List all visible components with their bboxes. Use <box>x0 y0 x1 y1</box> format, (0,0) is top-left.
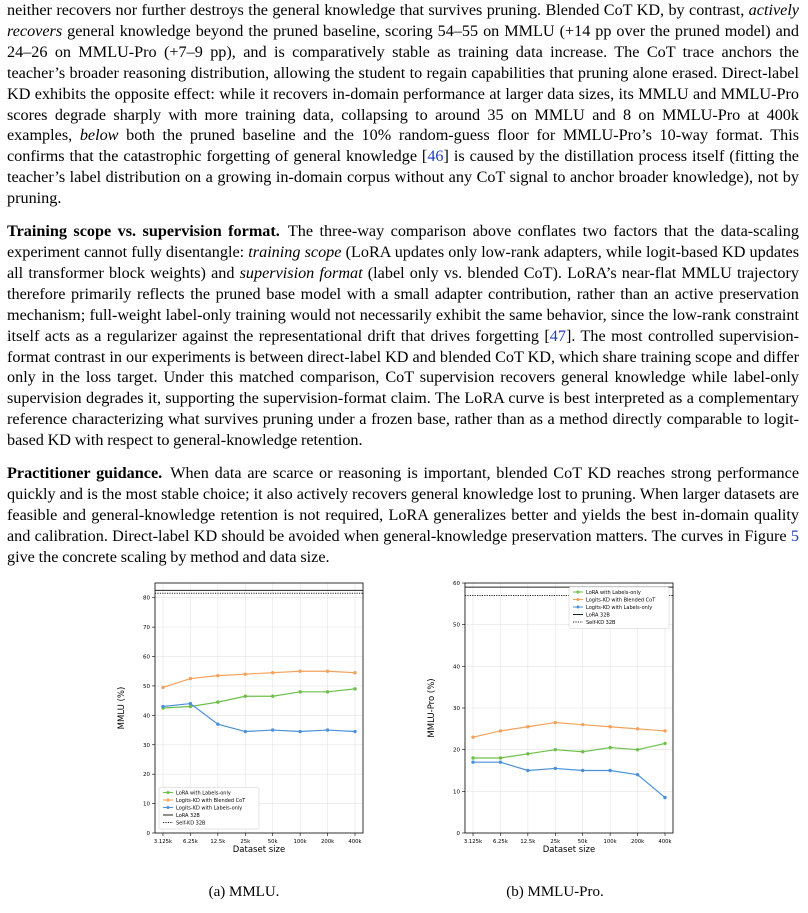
data-point <box>326 670 329 673</box>
y-tick-label: 70 <box>143 625 150 632</box>
data-point <box>526 769 529 772</box>
paragraph-training-scope <box>7 221 799 451</box>
x-tick-label: 25k <box>240 839 251 845</box>
x-tick-label: 100k <box>603 839 617 845</box>
y-tick-label: 50 <box>143 683 150 690</box>
text-span: The three-way comparison above conflates two factors that the data-scaling experiment cannot fully disentangle: <box>7 222 799 261</box>
x-tick-label: 3.125k <box>153 839 173 845</box>
y-tick-label: 10 <box>143 801 150 808</box>
y-tick-label: 20 <box>143 772 150 779</box>
legend-entry: Logits-KD with Blended CoT <box>586 597 656 604</box>
legend-entry: Logits-KD with Labels-only <box>176 805 243 812</box>
y-tick-label: 60 <box>453 581 460 587</box>
text-span: general knowledge beyond the pruned baseline, scoring 54–55 on MMLU (+14 pp over the pruned model) and 24–26 on MMLU-Pro (+7–9 pp), and is comparatively stable as training data increase. The CoT trace anchors the teacher’s broader reasoning distribution, allowing the student to regain capabilities that pruning alone erased. Direct-label KD exhibits the opposite effect: while it recovers in-domain performance at larger data sizes, its MMLU and MMLU-Pro scores degrade sharply with more training data, collapsing to around 35 on MMLU and 8 on MMLU-Pro at 400k examples, <box>7 21 799 145</box>
figure-mmlu <box>110 573 370 873</box>
data-point <box>298 670 301 673</box>
emphasis: actively recovers <box>7 1 799 40</box>
x-tick-label: 400k <box>658 839 672 845</box>
data-point <box>663 742 666 745</box>
y-tick-label: 30 <box>453 706 460 712</box>
data-point <box>189 705 192 708</box>
citation-link[interactable]: 47 <box>549 326 566 345</box>
x-tick-label: 6.25k <box>182 839 198 845</box>
mmlu-pro-chart <box>420 573 680 873</box>
paragraph-practitioner-guidance <box>7 463 799 568</box>
y-tick-label: 10 <box>453 789 460 796</box>
caption-mmlu: (a) MMLU. <box>208 884 280 900</box>
data-point <box>581 723 584 726</box>
data-point <box>499 760 502 763</box>
y-tick-label: 60 <box>143 654 150 661</box>
figure-mmlu-pro <box>420 573 680 873</box>
data-point <box>189 677 192 680</box>
data-point <box>471 735 474 738</box>
x-tick-label: 6.25k <box>492 839 508 845</box>
data-point <box>581 750 584 753</box>
data-point <box>244 730 247 733</box>
legend-marker <box>577 598 580 601</box>
legend-entry: LoRA 32B <box>586 612 610 619</box>
text-span: ]. The most controlled supervision-format contrast in our experiments is between direct-label KD and blended CoT KD, which share training scope and differ only in the loss target. Under this matched comparison, CoT supervision recovers general knowledge while label-only supervision degrades it, supporting the supervision-format claim. The LoRA curve is best interpreted as a complementary reference characterizing what survives pruning under a frozen base, rather than as a method directly comparable to logit-based KD with respect to general-knowledge retention. <box>7 326 800 450</box>
x-tick-label: 25k <box>550 839 561 845</box>
data-point <box>636 773 639 776</box>
series-line-mmlu-2 <box>163 704 355 732</box>
data-point <box>244 695 247 698</box>
emphasis: training scope <box>248 242 342 261</box>
series-line-mmlu-pro-1 <box>473 723 665 738</box>
caption-mmlu-pro: (b) MMLU-Pro. <box>506 884 604 900</box>
data-point <box>353 671 356 674</box>
legend-entry: Logits-KD with Labels-only <box>586 604 653 611</box>
emphasis: below <box>79 126 119 145</box>
y-axis-label: MMLU (%) <box>117 686 127 730</box>
y-tick-label: 50 <box>453 622 460 629</box>
series-line-mmlu-pro-2 <box>473 762 665 797</box>
legend-marker <box>167 806 170 809</box>
x-tick-label: 3.125k <box>463 839 483 845</box>
x-tick-label: 400k <box>348 839 362 845</box>
text-span: (label only vs. blended CoT). LoRA’s near-flat MMLU trajectory therefore primarily reflects the pruned base model with a small adapter contribution, rather than an active preservation mechanism; full-weight label-only training would not necessarily exhibit the same behavior, since the low-rank constraint itself acts as a regularizer against the representational drift that drives forgetting [ <box>7 263 799 345</box>
data-point <box>161 705 164 708</box>
figure-5 <box>0 573 808 913</box>
text-span: both the pruned baseline and the 10% random-guess floor for MMLU-Pro’s 10-way format. This confirms that the catastrophic forgetting of general knowledge [ <box>7 126 799 166</box>
text-span: neither recovers nor further destroys the general knowledge that survives pruning. Blended CoT KD, by contrast, <box>7 1 749 19</box>
data-point <box>216 674 219 677</box>
legend-marker <box>167 799 170 802</box>
legend-entry: Self-KD 32B <box>176 820 206 827</box>
data-point <box>636 748 639 751</box>
data-point <box>526 752 529 755</box>
legend-entry: LoRA 32B <box>176 812 200 819</box>
paragraph-heading: Training scope vs. supervision format. <box>7 222 280 241</box>
y-tick-label: 20 <box>453 747 460 754</box>
data-point <box>189 702 192 705</box>
legend-marker <box>577 591 580 594</box>
y-tick-label: 40 <box>143 713 150 720</box>
data-point <box>663 796 666 799</box>
y-tick-label: 0 <box>146 831 150 837</box>
x-axis-label: Dataset size <box>232 845 286 855</box>
data-point <box>271 671 274 674</box>
paragraph-forgetting <box>7 0 799 209</box>
data-point <box>554 721 557 724</box>
emphasis: supervision format <box>239 263 363 282</box>
x-tick-label: 50k <box>577 839 588 845</box>
legend-marker <box>577 606 580 609</box>
data-point <box>271 695 274 698</box>
paper-page <box>7 0 799 568</box>
data-point <box>581 769 584 772</box>
data-point <box>161 686 164 689</box>
x-axis-label: Dataset size <box>542 845 596 855</box>
x-tick-label: 200k <box>320 839 335 845</box>
citation-link[interactable]: 46 <box>427 147 444 166</box>
x-tick-label: 12.5k <box>210 839 226 845</box>
y-tick-label: 30 <box>143 742 150 749</box>
data-point <box>608 746 611 749</box>
data-point <box>244 672 247 675</box>
text-span: give the concrete scaling by method and data size. <box>7 547 330 566</box>
data-point <box>636 727 639 730</box>
data-point <box>326 728 329 731</box>
legend-entry: LoRA with Labels-only <box>586 589 641 596</box>
series-line-mmlu-pro-0 <box>473 743 665 758</box>
x-tick-label: 12.5k <box>520 839 536 845</box>
y-tick-label: 80 <box>143 595 150 602</box>
text-span: (LoRA updates only low-rank adapters, while logit-based KD updates all transformer block weights) and <box>7 242 799 282</box>
text-span: ] is caused by the distillation process itself (fitting the teacher’s label distribution on a growing in-domain corpus without any CoT signal to anchor broader knowledge), not by pruning. <box>7 147 799 208</box>
y-tick-label: 0 <box>456 831 460 837</box>
paragraph-heading: Practitioner guidance. <box>7 464 163 483</box>
data-point <box>663 729 666 732</box>
legend-entry: Logits-KD with Blended CoT <box>176 797 246 804</box>
legend-marker <box>167 791 170 794</box>
data-point <box>526 725 529 728</box>
data-point <box>471 756 474 759</box>
data-point <box>216 722 219 725</box>
data-point <box>608 769 611 772</box>
x-tick-label: 100k <box>293 839 307 845</box>
data-point <box>353 730 356 733</box>
y-axis-label: MMLU-Pro (%) <box>427 678 437 738</box>
text-span: When data are scarce or reasoning is important, blended CoT KD reaches strong performance quickly and is the most stable choice; it also actively recovers general knowledge lost to pruning. When larger datasets are feasible and general-knowledge retention is not required, LoRA generalizes better and yields the best in-domain quality and calibration. Direct-label KD should be avoided when general-knowledge preservation matters. The curves in Figure <box>7 464 799 545</box>
data-point <box>353 687 356 690</box>
x-tick-label: 200k <box>630 839 645 845</box>
data-point <box>554 767 557 770</box>
legend-entry: LoRA with Labels-only <box>176 790 231 797</box>
data-point <box>499 756 502 759</box>
data-point <box>608 725 611 728</box>
data-point <box>499 729 502 732</box>
data-point <box>326 690 329 693</box>
data-point <box>554 748 557 751</box>
mmlu-chart <box>110 573 370 873</box>
data-point <box>471 760 474 763</box>
data-point <box>298 690 301 693</box>
data-point <box>271 728 274 731</box>
data-point <box>298 730 301 733</box>
figure-link[interactable]: 5 <box>790 526 799 545</box>
x-tick-label: 50k <box>267 839 278 845</box>
data-point <box>216 700 219 703</box>
y-tick-label: 40 <box>453 664 460 671</box>
legend-entry: Self-KD 32B <box>586 619 616 626</box>
